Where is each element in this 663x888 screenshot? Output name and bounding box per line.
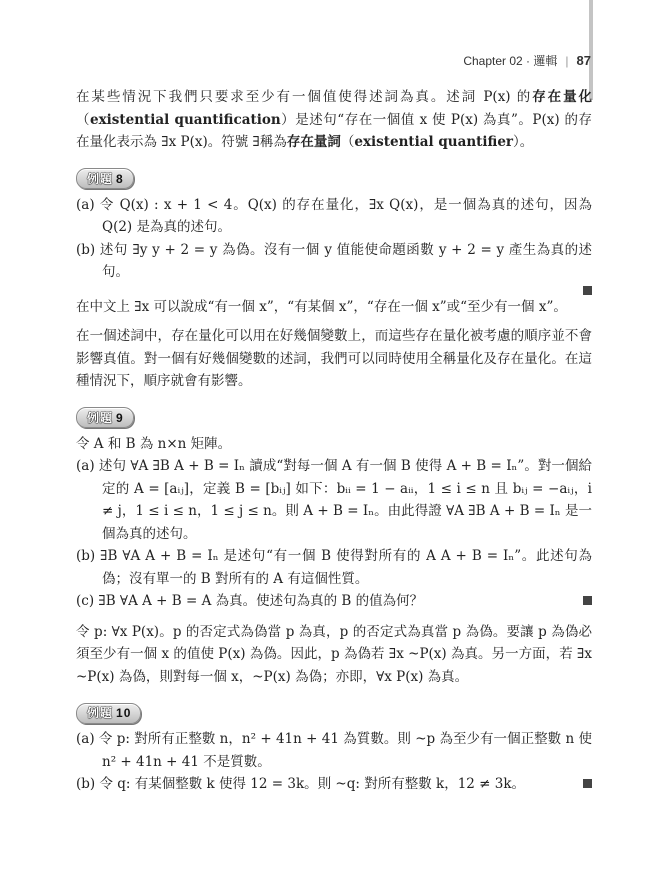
bold-term: 存在量詞 [286, 134, 341, 150]
bold-term-en: existential quantification [90, 111, 281, 128]
example-8-badge: 例題 8 [76, 168, 134, 189]
page-edge [589, 0, 593, 100]
middle-paragraph-1: 在中文上 ∃x 可以說成“有一個 x”，“有某個 x”，“存在一個 x”或“至少有一個 x”。 [76, 298, 567, 315]
end-square-icon [583, 779, 592, 788]
header-dot: · [522, 53, 534, 68]
chapter-label: Chapter 02 [463, 53, 523, 68]
example-10-badge: 例題 10 [76, 703, 141, 724]
example-8-heading [76, 168, 592, 190]
example-8-item-a: (a) 令 Q(x) : x + 1 < 4。Q(x) 的存在量化，∃x Q(x)，是一個為真的述句，因為 Q(2) 是為真的述句。 [76, 196, 592, 235]
example-8-end [76, 280, 592, 296]
intro-paragraph: 在某些情況下我們只要求至少有一個值使得述詞為真。述詞 P(x) 的存在量化（existential quantification）是述句“存在一個值 x 使 P(x) 為真”。P(x) 的存在量化表示為 ∃x P(x)。符號 ∃稱為存在量詞（existential quantifier）。 [76, 89, 593, 150]
example-9-badge: 例題 9 [76, 407, 134, 428]
header-separator: | [565, 53, 569, 68]
example-8-item-b: (b) 述句 ∃y y + 2 = y 為偽。沒有一個 y 值能使命題函數 y + 2 = y 產生為真的述句。 [76, 241, 592, 280]
example-9-item-b: (b) ∃B ∀A A + B = Iₙ 是述句“有一個 B 使得對所有的 A A + B = Iₙ”。此述句為偽；沒有單一的 B 對所有的 A 有這個性質。 [76, 548, 592, 587]
page-number: 87 [576, 53, 591, 68]
example-9-lead: 令 A 和 B 為 n×n 矩陣。 [76, 435, 232, 452]
bold-term-en: existential quantifier [354, 134, 514, 150]
example-9-item-c [76, 590, 592, 613]
example-9-item-c-text: (c) ∃B ∀A A + B = A 為真。使述句為真的 B 的值為何？ [76, 593, 424, 609]
bold-term: 存在量化 [532, 89, 593, 105]
example-10-heading [76, 702, 592, 724]
example-10-item-a: (a) 令 p: 對所有正整數 n，n² + 41n + 41 為質數。則 ~p 為至少有一個正整數 n 使 n² + 41n + 41 不是質數。 [76, 731, 592, 770]
running-header [463, 52, 591, 69]
example-10-item-b [76, 773, 592, 796]
end-square-icon [583, 596, 592, 605]
end-square-icon [583, 286, 592, 295]
example-9-heading [76, 407, 592, 429]
example-10-item-b-text: (b) 令 q: 有某個整數 k 使得 12 = 3k。則 ~q: 對所有整數 k，12 ≠ 3k。 [76, 776, 526, 792]
chapter-title: 邏輯 [533, 54, 558, 68]
example-9-item-a: (a) 述句 ∀A ∃B A + B = Iₙ 讀成“對每一個 A 有一個 B 使得 A + B = Iₙ”。對一個給定的 A = [aᵢⱼ]，定義 B = [bᵢⱼ] 如下：bᵢᵢ = 1 − aᵢᵢ，1 ≤ i ≤ n 且 bᵢⱼ = −aᵢⱼ，i ≠ j，1 ≤ i ≤ n，1 ≤ j ≤ n。則 A + B = Iₙ。由此得證 ∀A ∃B A + B = Iₙ 是一個為真的述句。 [76, 458, 592, 542]
negation-paragraph: 令 p: ∀x P(x)。p 的否定式為偽當 p 為真，p 的否定式為真當 p 為偽。要讓 p 為偽必須至少有一個 x 的值使 P(x) 為偽。因此，p 為偽若 ∃x ~P(x) 為真。另一方面，若 ∃x ~P(x) 為偽，則對每一個 x，~P(x) 為偽；亦即，∀x P(x) 為真。 [76, 623, 592, 685]
middle-paragraph-2: 在一個述詞中，存在量化可以用在好幾個變數上，而這些存在量化被考慮的順序並不會影響真值。對一個有好幾個變數的述詞，我們可以同時使用全稱量化及存在量化。在這種情況下，順序就會有影響。 [76, 328, 592, 389]
page-content [76, 86, 592, 796]
